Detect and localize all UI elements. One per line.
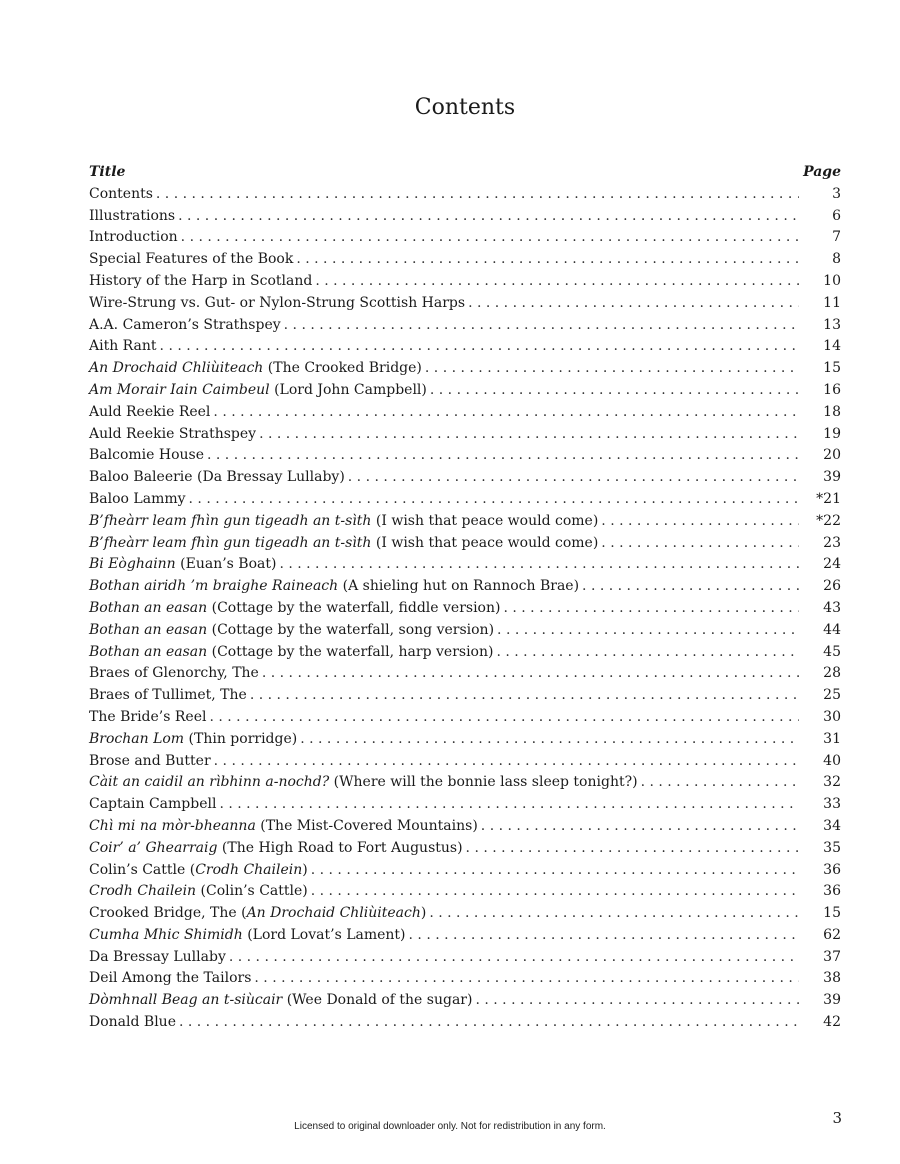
dot-leader xyxy=(468,293,799,315)
toc-entry-page: 42 xyxy=(823,1014,841,1031)
title-text: (Lord Lovat’s Lament) xyxy=(242,926,406,943)
toc-entry-page: 38 xyxy=(823,970,841,987)
toc-entry-title xyxy=(89,402,210,424)
title-text: (The Mist-Covered Mountains) xyxy=(255,817,478,834)
toc-entry[interactable] xyxy=(89,642,841,664)
toc-entries xyxy=(89,184,841,1034)
toc-entry[interactable] xyxy=(89,511,841,533)
dot-leader xyxy=(214,751,799,773)
toc-entry-title xyxy=(89,511,598,533)
dot-leader xyxy=(181,227,799,249)
dot-leader xyxy=(250,685,799,707)
title-text: Deil Among the Tailors xyxy=(89,970,252,987)
toc-entry-page: 44 xyxy=(823,621,841,638)
page-title: Contents xyxy=(414,95,516,120)
title-text: Baloo Baleerie (Da Bressay Lullaby) xyxy=(89,469,345,486)
title-text: Da Bressay Lullaby xyxy=(89,948,226,965)
gaelic-title-text: Bothan an easan xyxy=(89,621,208,638)
toc-entry[interactable] xyxy=(89,729,841,751)
page-number: 3 xyxy=(832,1109,842,1127)
title-text: (Cottage by the waterfall, song version) xyxy=(207,621,495,638)
dot-leader xyxy=(481,816,799,838)
toc-entry-page: 34 xyxy=(823,817,841,834)
toc-entry-title xyxy=(89,751,211,773)
title-text: (Thin porridge) xyxy=(184,730,298,747)
title-text: Introduction xyxy=(89,229,178,246)
title-text: Braes of Glenorchy, The xyxy=(89,665,259,682)
dot-leader xyxy=(582,576,799,598)
toc-entry-title xyxy=(89,227,178,249)
toc-entry-page: *21 xyxy=(816,490,841,507)
gaelic-title-text: Bothan airidh ’m braighe Raineach xyxy=(89,578,339,595)
toc-entry-title xyxy=(89,424,256,446)
title-text: (Cottage by the waterfall, harp version) xyxy=(207,643,494,660)
title-text: (Wee Donald of the sugar) xyxy=(282,992,473,1009)
toc-entry[interactable] xyxy=(89,947,841,969)
toc-entry[interactable] xyxy=(89,794,841,816)
toc-entry-page: 31 xyxy=(823,730,841,747)
toc-entry-page: 25 xyxy=(823,687,841,704)
dot-leader xyxy=(229,947,799,969)
toc-entry[interactable] xyxy=(89,598,841,620)
title-text: Balcomie House xyxy=(89,447,204,464)
toc-entry-title xyxy=(89,925,406,947)
dot-leader xyxy=(496,642,799,664)
toc-entry[interactable] xyxy=(89,467,841,489)
title-column-header: Title xyxy=(89,164,126,180)
title-text: (Where will the bonnie lass sleep tonight?) xyxy=(329,774,638,791)
toc-entry-title xyxy=(89,533,598,555)
title-text: Special Features of the Book xyxy=(89,251,294,268)
toc-entry-page: 24 xyxy=(823,556,841,573)
toc-entry-page: 43 xyxy=(823,599,841,616)
dot-leader xyxy=(641,772,799,794)
dot-leader xyxy=(429,903,799,925)
toc-entry[interactable] xyxy=(89,380,841,402)
title-text: Baloo Lammy xyxy=(89,490,186,507)
gaelic-title-text: Am Morair Iain Caimbeul xyxy=(89,381,270,398)
dot-leader xyxy=(189,489,799,511)
dot-leader xyxy=(348,467,799,489)
toc-entry-page: 23 xyxy=(823,534,841,551)
toc-header xyxy=(89,162,841,184)
gaelic-title-text: Bothan an easan xyxy=(89,599,208,616)
toc-entry-page: 15 xyxy=(823,360,841,377)
title-text: (Cottage by the waterfall, fiddle version) xyxy=(207,599,501,616)
title-text: Donald Blue xyxy=(89,1014,176,1031)
toc-entry-title xyxy=(89,336,157,358)
toc-entry[interactable] xyxy=(89,663,841,685)
dot-leader xyxy=(254,968,799,990)
toc-entry[interactable] xyxy=(89,707,841,729)
toc-entry-page: 13 xyxy=(823,316,841,333)
toc-entry-title xyxy=(89,903,426,925)
toc-entry-page: 62 xyxy=(823,926,841,943)
toc-entry[interactable] xyxy=(89,271,841,293)
toc-entry-title xyxy=(89,707,206,729)
toc-entry-page: 18 xyxy=(823,403,841,420)
toc-entry[interactable] xyxy=(89,206,841,228)
toc-entry-title xyxy=(89,685,247,707)
title-text: A.A. Cameron’s Strathspey xyxy=(89,316,281,333)
dot-leader xyxy=(178,206,799,228)
gaelic-title-text: Bi Eòghainn xyxy=(89,556,176,573)
dot-leader xyxy=(207,445,799,467)
dot-leader xyxy=(503,598,799,620)
toc-entry[interactable] xyxy=(89,554,841,576)
toc-entry-title xyxy=(89,293,465,315)
dot-leader xyxy=(601,511,799,533)
dot-leader xyxy=(284,315,799,337)
toc-entry-page: 36 xyxy=(823,883,841,900)
toc-entry-page: 28 xyxy=(823,665,841,682)
toc-entry[interactable] xyxy=(89,881,841,903)
title-text: Contents xyxy=(89,185,153,202)
toc-entry[interactable] xyxy=(89,402,841,424)
title-text: (I wish that peace would come) xyxy=(371,534,599,551)
toc-entry-title xyxy=(89,838,463,860)
toc-entry-page: 8 xyxy=(832,251,841,268)
title-text: Wire-Strung vs. Gut- or Nylon-Strung Scottish Harps xyxy=(89,294,466,311)
toc-entry-page: 37 xyxy=(823,948,841,965)
toc-entry-title xyxy=(89,729,297,751)
dot-leader xyxy=(311,881,799,903)
toc-entry-title xyxy=(89,881,308,903)
toc-entry-title xyxy=(89,990,472,1012)
gaelic-title-text: Crodh Chailein xyxy=(89,883,197,900)
gaelic-title-text: Càit an caidil an rìbhinn a-nochd? xyxy=(89,774,330,791)
toc-entry-title xyxy=(89,642,493,664)
dot-leader xyxy=(601,533,799,555)
dot-leader xyxy=(160,336,799,358)
toc-entry-title xyxy=(89,489,186,511)
toc-entry[interactable] xyxy=(89,968,841,990)
gaelic-title-text: Coir’ a’ Ghearraig xyxy=(89,839,218,856)
toc-entry[interactable] xyxy=(89,533,841,555)
title-text: Braes of Tullimet, The xyxy=(89,687,247,704)
toc-entry-title xyxy=(89,576,579,598)
toc-entry-title xyxy=(89,554,276,576)
toc-entry-page: 39 xyxy=(823,469,841,486)
toc-entry[interactable] xyxy=(89,249,841,271)
toc-entry-page: 40 xyxy=(823,752,841,769)
title-text: Aith Rant xyxy=(89,338,157,355)
title-text: (A shieling hut on Rannoch Brae) xyxy=(338,578,580,595)
dot-leader xyxy=(315,271,799,293)
dot-leader xyxy=(425,358,799,380)
toc-entry[interactable] xyxy=(89,489,841,511)
toc-entry[interactable] xyxy=(89,1012,841,1034)
toc-entry-title xyxy=(89,271,312,293)
page-column-header: Page xyxy=(803,164,841,180)
dot-leader xyxy=(296,249,799,271)
toc-entry-title xyxy=(89,467,345,489)
dot-leader xyxy=(497,620,799,642)
toc-entry-page: 19 xyxy=(823,425,841,442)
toc-entry[interactable] xyxy=(89,838,841,860)
toc-entry-page: 33 xyxy=(823,796,841,813)
toc-entry[interactable] xyxy=(89,620,841,642)
toc-entry-title xyxy=(89,794,216,816)
toc-entry-title xyxy=(89,315,281,337)
dot-leader xyxy=(259,424,799,446)
toc-entry[interactable] xyxy=(89,227,841,249)
toc-entry-page: 30 xyxy=(823,708,841,725)
table-of-contents xyxy=(89,162,841,1034)
toc-entry-title xyxy=(89,816,478,838)
title-text: Illustrations xyxy=(89,207,176,224)
toc-entry-title xyxy=(89,380,427,402)
title-text: ) xyxy=(302,861,308,878)
toc-entry[interactable] xyxy=(89,424,841,446)
title-text: (The Crooked Bridge) xyxy=(263,360,422,377)
toc-entry-title xyxy=(89,249,293,271)
toc-entry[interactable] xyxy=(89,772,841,794)
dot-leader xyxy=(466,838,799,860)
toc-entry-title xyxy=(89,968,251,990)
license-note: Licensed to original downloader only. Not for redistribution in any form. xyxy=(294,1121,606,1132)
dot-leader xyxy=(430,380,799,402)
dot-leader xyxy=(262,663,799,685)
toc-entry-page: 16 xyxy=(823,381,841,398)
toc-entry-page: *22 xyxy=(816,512,841,529)
title-text: Crooked Bridge, The ( xyxy=(89,905,247,922)
gaelic-title-text: Dòmhnall Beag an t-siùcair xyxy=(89,992,283,1009)
toc-entry-title xyxy=(89,1012,176,1034)
title-text: Auld Reekie Reel xyxy=(89,403,211,420)
gaelic-title-text: B’fheàrr leam fhìn gun tigeadh an t-sìth xyxy=(89,512,372,529)
toc-entry[interactable] xyxy=(89,925,841,947)
toc-entry[interactable] xyxy=(89,184,841,206)
title-text: (Colin’s Cattle) xyxy=(196,883,308,900)
toc-entry-page: 6 xyxy=(832,207,841,224)
toc-entry-page: 26 xyxy=(823,578,841,595)
toc-entry-page: 32 xyxy=(823,774,841,791)
gaelic-title-text: Bothan an easan xyxy=(89,643,208,660)
title-text: Colin’s Cattle ( xyxy=(89,861,196,878)
toc-entry-page: 39 xyxy=(823,992,841,1009)
toc-entry-page: 10 xyxy=(823,272,841,289)
toc-entry-title xyxy=(89,947,226,969)
toc-entry[interactable] xyxy=(89,903,841,925)
gaelic-title-text: An Drochaid Chliùiteach xyxy=(246,905,421,922)
toc-entry[interactable] xyxy=(89,315,841,337)
toc-entry[interactable] xyxy=(89,293,841,315)
toc-entry[interactable] xyxy=(89,336,841,358)
title-text: Auld Reekie Strathspey xyxy=(89,425,257,442)
title-text: History of the Harp in Scotland xyxy=(89,272,313,289)
toc-entry-page: 11 xyxy=(823,294,841,311)
toc-entry-page: 35 xyxy=(823,839,841,856)
toc-entry-page: 14 xyxy=(823,338,841,355)
toc-entry-title xyxy=(89,206,175,228)
gaelic-title-text: An Drochaid Chliùiteach xyxy=(89,360,264,377)
title-text: (Euan’s Boat) xyxy=(175,556,277,573)
dot-leader xyxy=(219,794,799,816)
title-text: Captain Campbell xyxy=(89,796,217,813)
gaelic-title-text: Brochan Lom xyxy=(89,730,185,747)
toc-entry-page: 45 xyxy=(823,643,841,660)
toc-entry-page: 15 xyxy=(823,905,841,922)
dot-leader xyxy=(209,707,799,729)
toc-entry-title xyxy=(89,358,422,380)
toc-entry[interactable] xyxy=(89,990,841,1012)
title-text: (The High Road to Fort Augustus) xyxy=(217,839,463,856)
dot-leader xyxy=(156,184,799,206)
toc-entry-title xyxy=(89,860,308,882)
title-text: The Bride’s Reel xyxy=(89,708,207,725)
gaelic-title-text: Chì mi na mòr-bheanna xyxy=(89,817,256,834)
dot-leader xyxy=(311,860,799,882)
toc-entry-title xyxy=(89,445,204,467)
title-text: ) xyxy=(420,905,427,922)
dot-leader xyxy=(279,554,799,576)
dot-leader xyxy=(213,402,799,424)
title-text: (Lord John Campbell) xyxy=(269,381,427,398)
toc-entry[interactable] xyxy=(89,685,841,707)
toc-entry[interactable] xyxy=(89,751,841,773)
gaelic-title-text: Cumha Mhic Shimidh xyxy=(89,926,243,943)
gaelic-title-text: Crodh Chailein xyxy=(195,861,303,878)
dot-leader xyxy=(300,729,799,751)
toc-entry-title xyxy=(89,663,259,685)
toc-entry[interactable] xyxy=(89,576,841,598)
dot-leader xyxy=(475,990,799,1012)
toc-entry-page: 36 xyxy=(823,861,841,878)
gaelic-title-text: B’fheàrr leam fhìn gun tigeadh an t-sìth xyxy=(89,534,372,551)
toc-entry-title xyxy=(89,184,153,206)
toc-entry-title xyxy=(89,620,494,642)
toc-entry[interactable] xyxy=(89,860,841,882)
toc-entry-page: 3 xyxy=(832,185,841,202)
title-text: (I wish that peace would come) xyxy=(371,512,599,529)
dot-leader xyxy=(179,1012,799,1034)
toc-entry-title xyxy=(89,772,638,794)
dot-leader xyxy=(409,925,799,947)
toc-entry[interactable] xyxy=(89,358,841,380)
toc-entry[interactable] xyxy=(89,445,841,467)
toc-entry[interactable] xyxy=(89,816,841,838)
toc-entry-title xyxy=(89,598,500,620)
toc-entry-page: 7 xyxy=(832,229,841,246)
toc-entry-page: 20 xyxy=(823,447,841,464)
title-text: Brose and Butter xyxy=(89,752,211,769)
